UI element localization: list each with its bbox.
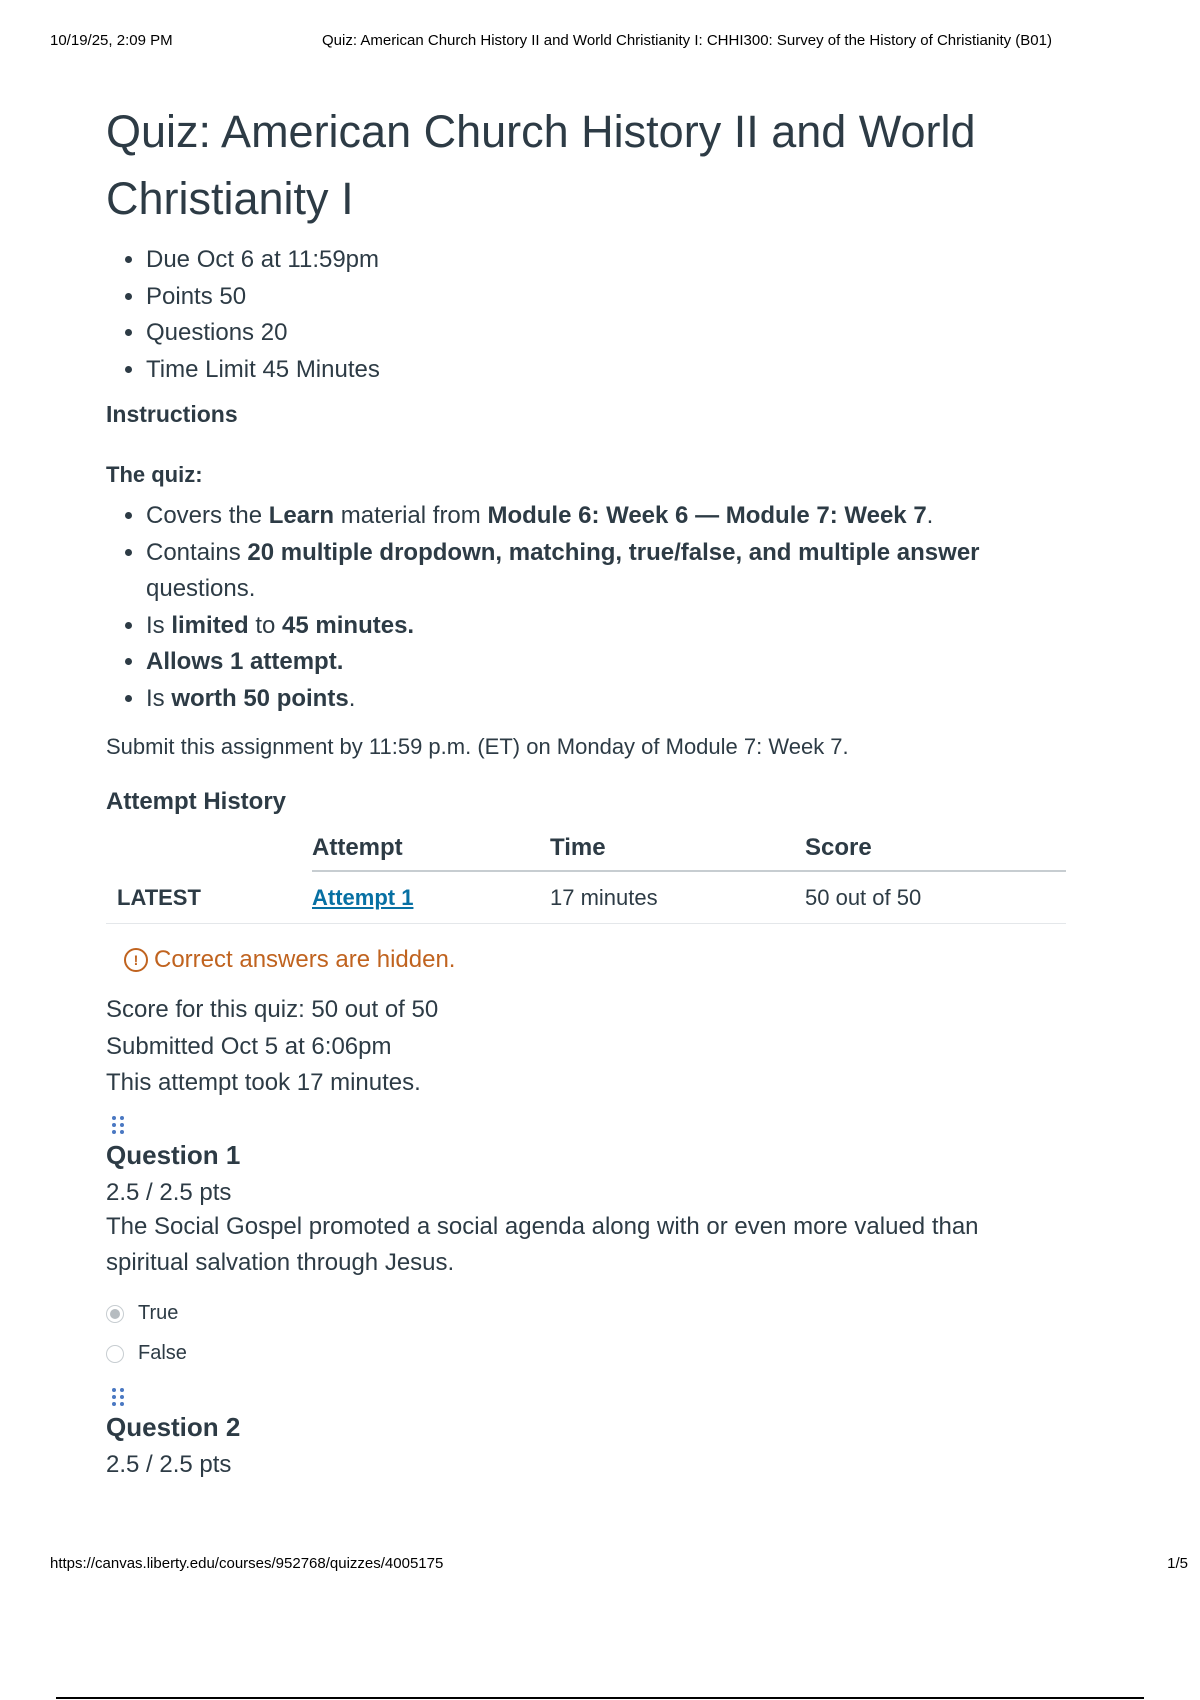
print-page-title: Quiz: American Church History II and World Christianity I: CHHI300: Survey of the History of Christianity (B01) xyxy=(322,32,1052,49)
instructions-subheading: The quiz: xyxy=(106,462,203,487)
list-item: • Covers the Learn material from Module 6: Week 6 — Module 7: Week 7. xyxy=(146,498,1066,535)
radio-selected-icon[interactable] xyxy=(106,1305,124,1323)
question-title: Question 2 xyxy=(106,1411,241,1442)
list-item: • Contains 20 multiple dropdown, matching, true/false, and multiple answer questions. xyxy=(146,535,1066,608)
page-bottom-rule xyxy=(56,1697,1144,1699)
drag-handle-icon[interactable] xyxy=(112,1116,124,1134)
latest-label: LATEST xyxy=(106,871,312,924)
radio-unselected-icon[interactable] xyxy=(106,1345,124,1363)
column-header-blank xyxy=(106,828,312,871)
column-header-time: Time xyxy=(550,828,805,871)
attempt-history-heading: Attempt History xyxy=(106,788,287,815)
table-header-row xyxy=(106,828,1066,871)
question-count: • Questions 20 xyxy=(146,315,1066,352)
question-title: Question 1 xyxy=(106,1139,241,1170)
option-label: False xyxy=(138,1342,187,1364)
drag-handle-icon[interactable] xyxy=(112,1388,124,1406)
question-points: 2.5 / 2.5 pts xyxy=(106,1450,232,1478)
print-datetime: 10/19/25, 2:09 PM xyxy=(50,32,173,49)
submit-deadline-note: Submit this assignment by 11:59 p.m. (ET) on Monday of Module 7: Week 7. xyxy=(106,734,849,759)
table-row xyxy=(106,871,1066,924)
print-url: https://canvas.liberty.edu/courses/952768/quizzes/4005175 xyxy=(50,1555,444,1572)
score-cell: 50 out of 50 xyxy=(805,871,1066,924)
column-header-score: Score xyxy=(805,828,1066,871)
attempt-summary xyxy=(106,992,1066,1102)
attempt-link[interactable]: Attempt 1 xyxy=(312,885,414,910)
list-item: • Allows 1 attempt. xyxy=(146,644,1066,681)
answer-option-true[interactable] xyxy=(106,1294,1066,1334)
instructions-heading: Instructions xyxy=(106,401,238,427)
list-item: • Is worth 50 points. xyxy=(146,681,1066,718)
quiz-score: Score for this quiz: 50 out of 50 xyxy=(106,996,439,1023)
option-label: True xyxy=(138,1302,179,1324)
submitted-time: Submitted Oct 5 at 6:06pm xyxy=(106,1032,392,1060)
attempt-duration: This attempt took 17 minutes. xyxy=(106,1069,421,1096)
page-title: Quiz: American Church History II and World Christianity I xyxy=(106,106,976,224)
time-cell: 17 minutes xyxy=(550,871,805,924)
answers-hidden-text: Correct answers are hidden. xyxy=(154,946,456,973)
answer-options xyxy=(106,1294,1066,1374)
due-date: • Due Oct 6 at 11:59pm xyxy=(146,242,1066,279)
attempt-cell xyxy=(312,871,550,924)
column-header-attempt: Attempt xyxy=(312,828,550,871)
print-page-number: 1/5 xyxy=(1167,1555,1188,1572)
time-limit: • Time Limit 45 Minutes xyxy=(146,352,1066,389)
quiz-content xyxy=(106,98,1066,1479)
quiz-details-list xyxy=(106,242,1066,388)
question-points: 2.5 / 2.5 pts xyxy=(106,1178,232,1206)
list-item: • Is limited to 45 minutes. xyxy=(146,608,1066,645)
points: • Points 50 xyxy=(146,279,1066,316)
answer-option-false[interactable] xyxy=(106,1334,1066,1374)
answers-hidden-notice xyxy=(124,946,1066,974)
question-1 xyxy=(106,1116,1066,1374)
attempt-history-table xyxy=(106,828,1066,924)
warning-circle-icon: ! xyxy=(124,948,148,972)
question-text: The Social Gospel promoted a social agenda along with or even more valued than spiritual salvation through Jesus. xyxy=(106,1212,979,1276)
question-2 xyxy=(106,1388,1066,1479)
instructions-list xyxy=(106,498,1066,717)
